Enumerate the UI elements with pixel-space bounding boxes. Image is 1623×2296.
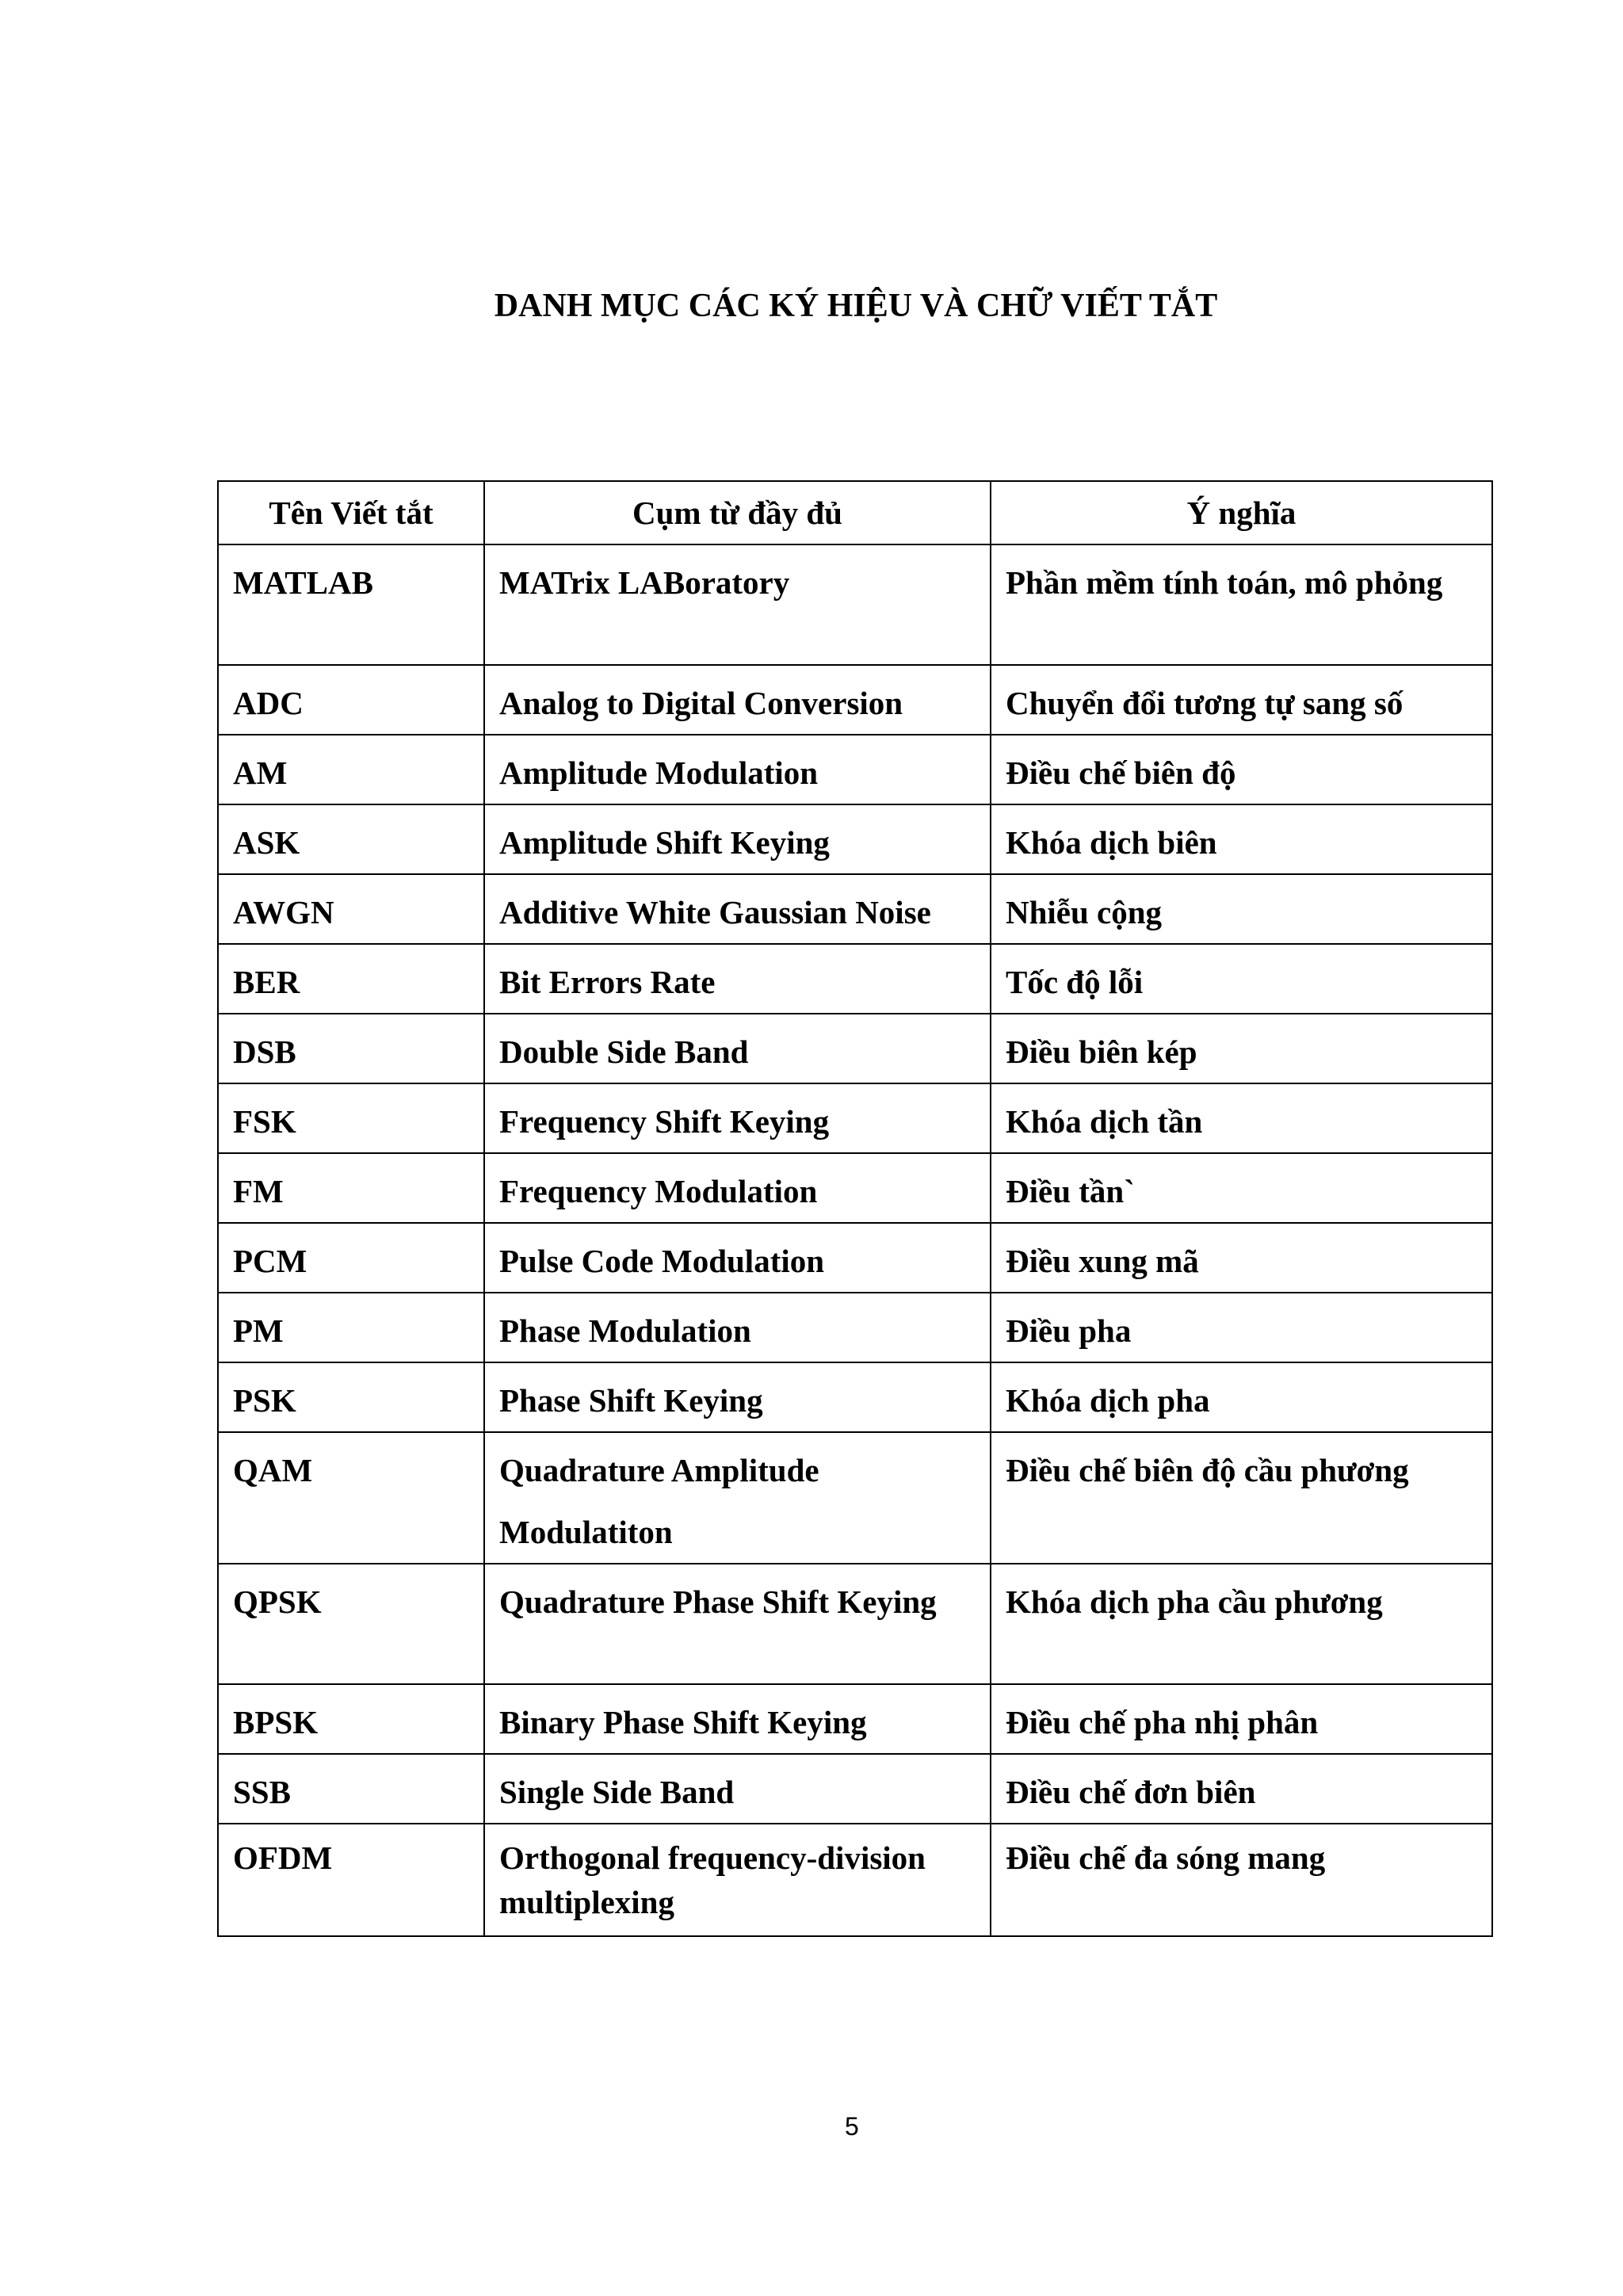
cell-full-phrase: Amplitude Shift Keying (484, 804, 991, 874)
cell-full-phrase: Phase Shift Keying (484, 1362, 991, 1432)
cell-abbreviation: PCM (218, 1223, 484, 1293)
cell-meaning: Phần mềm tính toán, mô phỏng (991, 544, 1492, 665)
cell-abbreviation: OFDM (218, 1824, 484, 1936)
cell-meaning: Điều biên kép (991, 1014, 1492, 1083)
page-title: DANH MỤC CÁC KÝ HIỆU VÀ CHỮ VIẾT TẮT (494, 288, 1218, 324)
cell-abbreviation: FM (218, 1153, 484, 1223)
table-header-row (218, 481, 1492, 544)
cell-meaning: Khóa dịch pha cầu phương (991, 1564, 1492, 1684)
cell-full-phrase: MATrix LABoratory (484, 544, 991, 665)
cell-meaning: Khóa dịch pha (991, 1362, 1492, 1432)
cell-abbreviation: QPSK (218, 1564, 484, 1684)
cell-full-phrase: Additive White Gaussian Noise (484, 874, 991, 944)
table-row (218, 1362, 1492, 1432)
table-row (218, 735, 1492, 804)
table-row (218, 1432, 1492, 1564)
cell-abbreviation: DSB (218, 1014, 484, 1083)
cell-full-phrase: Amplitude Modulation (484, 735, 991, 804)
page-number: 5 (845, 2112, 859, 2141)
cell-meaning: Điều xung mã (991, 1223, 1492, 1293)
cell-meaning: Điều chế đơn biên (991, 1754, 1492, 1824)
cell-abbreviation: BPSK (218, 1684, 484, 1754)
table-row (218, 804, 1492, 874)
cell-meaning: Điều tần` (991, 1153, 1492, 1223)
table-row (218, 1564, 1492, 1684)
cell-abbreviation: PM (218, 1293, 484, 1362)
table-row (218, 1684, 1492, 1754)
cell-abbreviation: BER (218, 944, 484, 1014)
cell-abbreviation: SSB (218, 1754, 484, 1824)
cell-meaning: Điều chế pha nhị phân (991, 1684, 1492, 1754)
table-row (218, 1083, 1492, 1153)
table-row (218, 944, 1492, 1014)
cell-meaning: Nhiễu cộng (991, 874, 1492, 944)
cell-meaning: Điều chế biên độ cầu phương (991, 1432, 1492, 1564)
cell-full-phrase: Orthogonal frequency-division multiplexing (484, 1824, 991, 1936)
cell-abbreviation: MATLAB (218, 544, 484, 665)
abbreviations-table (217, 480, 1493, 1937)
cell-abbreviation: AM (218, 735, 484, 804)
cell-abbreviation: FSK (218, 1083, 484, 1153)
table-row (218, 1153, 1492, 1223)
cell-abbreviation: ADC (218, 665, 484, 735)
cell-abbreviation: ASK (218, 804, 484, 874)
table-row (218, 874, 1492, 944)
cell-full-phrase: Frequency Shift Keying (484, 1083, 991, 1153)
table-row (218, 665, 1492, 735)
cell-meaning: Khóa dịch tần (991, 1083, 1492, 1153)
table-row (218, 1223, 1492, 1293)
cell-meaning: Điều pha (991, 1293, 1492, 1362)
cell-meaning: Khóa dịch biên (991, 804, 1492, 874)
cell-full-phrase: Quadrature Phase Shift Keying (484, 1564, 991, 1684)
table-row (218, 1014, 1492, 1083)
cell-abbreviation: QAM (218, 1432, 484, 1564)
cell-full-phrase: Analog to Digital Conversion (484, 665, 991, 735)
cell-meaning: Điều chế biên độ (991, 735, 1492, 804)
table-row (218, 1293, 1492, 1362)
cell-full-phrase: Bit Errors Rate (484, 944, 991, 1014)
cell-abbreviation: AWGN (218, 874, 484, 944)
cell-full-phrase: Quadrature Amplitude Modulatiton (484, 1432, 991, 1564)
cell-abbreviation: PSK (218, 1362, 484, 1432)
header-abbreviation: Tên Viết tắt (218, 481, 484, 544)
cell-meaning: Tốc độ lỗi (991, 944, 1492, 1014)
cell-meaning: Chuyển đổi tương tự sang số (991, 665, 1492, 735)
cell-full-phrase: Frequency Modulation (484, 1153, 991, 1223)
cell-full-phrase: Single Side Band (484, 1754, 991, 1824)
header-full-phrase: Cụm từ đầy đủ (484, 481, 991, 544)
table-row (218, 544, 1492, 665)
header-meaning: Ý nghĩa (991, 481, 1492, 544)
table-row (218, 1824, 1492, 1936)
cell-meaning: Điều chế đa sóng mang (991, 1824, 1492, 1936)
cell-full-phrase: Binary Phase Shift Keying (484, 1684, 991, 1754)
cell-full-phrase: Double Side Band (484, 1014, 991, 1083)
cell-full-phrase: Phase Modulation (484, 1293, 991, 1362)
table-row (218, 1754, 1492, 1824)
cell-full-phrase: Pulse Code Modulation (484, 1223, 991, 1293)
